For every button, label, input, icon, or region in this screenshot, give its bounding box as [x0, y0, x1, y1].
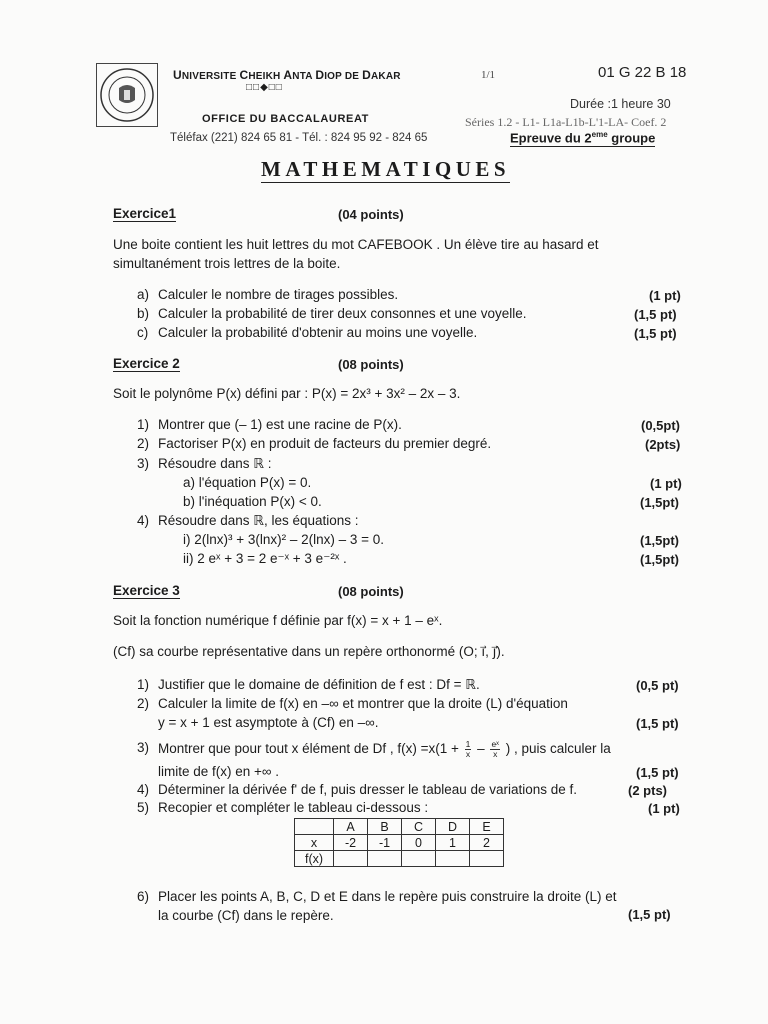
- exercise3-q5-text: Recopier et compléter le tableau ci-dessous :: [158, 800, 429, 815]
- exercise3-intro2: (Cf) sa courbe représentative dans un repère orthonormé (O; i⃗, j⃗).: [113, 644, 505, 659]
- exercise2-q2-text: Factoriser P(x) en produit de facteurs du premier degré.: [158, 436, 492, 451]
- exercise3-q1-label: 1): [137, 677, 150, 692]
- table-cell: -1: [368, 835, 402, 851]
- table-cell: [402, 851, 436, 867]
- glyph-line: □□◆□□: [246, 82, 283, 93]
- exercise2-q3a-points: (1 pt): [650, 476, 682, 491]
- table-cell: [368, 851, 402, 867]
- exercise3-q6-label: 6): [137, 889, 150, 904]
- exercise3-q6-line1: Placer les points A, B, C, D et E dans le repère puis construire la droite (L) et: [158, 889, 617, 904]
- exercise3-q4-text: Déterminer la dérivée f' de f, puis dresser le tableau de variations de f.: [158, 782, 578, 797]
- exercise3-q1-text: Justifier que le domaine de définition de f est : Df = ℝ.: [158, 677, 480, 692]
- exercise3-q4-points: (2 pts): [628, 783, 667, 798]
- exercise1-q-text: Calculer la probabilité de tirer deux consonnes et une voyelle.: [158, 306, 527, 321]
- exercise2-q3b-points: (1,5pt): [640, 495, 679, 510]
- exercise2-title: Exercice 2: [113, 356, 180, 371]
- exercise3-q5-label: 5): [137, 800, 150, 815]
- table-cell: B: [368, 819, 402, 835]
- table-header-row: [295, 819, 504, 835]
- university-name: UNIVERSITE CHEIKH ANTA DIOP DE DAKAR: [173, 68, 401, 82]
- table-cell: [436, 851, 470, 867]
- table-cell: [334, 851, 368, 867]
- table-cell: x: [295, 835, 334, 851]
- exercise2-q2-label: 2): [137, 436, 150, 451]
- exercise3-q2-line1: Calculer la limite de f(x) en –∞ et montrer que la droite (L) d'équation: [158, 696, 568, 711]
- exercise2-intro: Soit le polynôme P(x) défini par : P(x) = 2x³ + 3x² – 2x – 3.: [113, 386, 461, 401]
- table-cell: D: [436, 819, 470, 835]
- table-row-fx: [295, 851, 504, 867]
- table-cell: 2: [470, 835, 504, 851]
- exercise3-points: (08 points): [338, 584, 404, 599]
- table-row-x: [295, 835, 504, 851]
- table-cell: C: [402, 819, 436, 835]
- exercise2-q3-label: 3): [137, 456, 150, 471]
- exercise1-q-points: (1 pt): [649, 288, 681, 303]
- exercise1-q-points: (1,5 pt): [634, 326, 677, 341]
- exercise2-q1-points: (0,5pt): [641, 418, 680, 433]
- exercise2-q4-label: 4): [137, 513, 150, 528]
- exercise3-q3-label: 3): [137, 740, 150, 755]
- exercise3-q3-line1: Montrer que pour tout x élément de Df , f(x) =x(1 + $\frac{1}{x}$ – $\frac{\text{eˣ}}{x}$ ) , puis calculer la: [158, 739, 611, 759]
- page-number: 1/1: [481, 69, 496, 81]
- exercise3-title: Exercice 3: [113, 583, 180, 598]
- table-cell: 1: [436, 835, 470, 851]
- exercise1-q-label: a): [137, 287, 150, 302]
- table-cell: E: [470, 819, 504, 835]
- exercise2-q3a-text: a) l'équation P(x) = 0.: [183, 475, 312, 490]
- exercise2-q4ii-text: ii) 2 eˣ + 3 = 2 e⁻ˣ + 3 e⁻²ˣ .: [183, 551, 347, 566]
- exercise2-q4-text: Résoudre dans ℝ, les équations :: [158, 513, 359, 528]
- office-name: OFFICE DU BACCALAUREAT: [202, 113, 369, 125]
- exercise1-q-text: Calculer la probabilité d'obtenir au moins une voyelle.: [158, 325, 478, 340]
- exercise3-q2-label: 2): [137, 696, 150, 711]
- series-line: Séries 1.2 - L1- L1a-L1b-L'1-LA- Coef. 2: [465, 115, 667, 129]
- exercise1-q-label: c): [137, 325, 149, 340]
- exercise3-q2-points: (1,5 pt): [636, 716, 679, 731]
- table-cell: [470, 851, 504, 867]
- exercise2-q3-text: Résoudre dans ℝ :: [158, 456, 272, 471]
- exam-code: 01 G 22 B 18: [598, 64, 687, 81]
- exercise2-q4i-points: (1,5pt): [640, 533, 679, 548]
- exercise3-q2-line2: y = x + 1 est asymptote à (Cf) en –∞.: [158, 715, 379, 730]
- exercise2-points: (08 points): [338, 357, 404, 372]
- exercise3-q5-points: (1 pt): [648, 801, 680, 816]
- university-logo: [96, 63, 158, 127]
- table-cell: f(x): [295, 851, 334, 867]
- exercise2-q3b-text: b) l'inéquation P(x) < 0.: [183, 494, 322, 509]
- page-title: MATHEMATIQUES: [261, 157, 511, 181]
- exercise1-title: Exercice1: [113, 206, 177, 221]
- exercise3-q3-line2: limite de f(x) en +∞ .: [158, 764, 280, 779]
- exercise1-points: (04 points): [338, 207, 404, 222]
- fraction-ex-over-x: $\frac{\text{eˣ}}{x}$: [491, 739, 499, 759]
- table-cell: -2: [334, 835, 368, 851]
- table-cell: 0: [402, 835, 436, 851]
- exercise3-q4-label: 4): [137, 782, 150, 797]
- fraction-one-over-x: $\frac{1}{x}$: [465, 739, 471, 759]
- exercise2-q1-label: 1): [137, 417, 150, 432]
- values-table: [294, 818, 504, 867]
- exercise2-q4ii-points: (1,5pt): [640, 552, 679, 567]
- exercise2-q2-points: (2pts): [645, 437, 681, 452]
- exercise2-q4i-text: i) 2(lnx)³ + 3(lnx)² – 2(lnx) – 3 = 0.: [183, 532, 385, 547]
- epreuve-line: Epreuve du 2eme groupe: [510, 130, 656, 146]
- exercise3-q1-points: (0,5 pt): [636, 678, 679, 693]
- exercise1-intro-line2: simultanément trois lettres de la boite.: [113, 256, 341, 271]
- exercise1-intro-line1: Une boite contient les huit lettres du mot CAFEBOOK . Un élève tire au hasard et: [113, 237, 599, 252]
- exercise3-q6-points: (1,5 pt): [628, 907, 671, 922]
- table-cell: [295, 819, 334, 835]
- exercise1-q-text: Calculer le nombre de tirages possibles.: [158, 287, 399, 302]
- exercise3-q6-line2: la courbe (Cf) dans le repère.: [158, 908, 334, 923]
- exercise2-q1-text: Montrer que (– 1) est une racine de P(x).: [158, 417, 402, 432]
- exercise1-q-label: b): [137, 306, 150, 321]
- exercise3-q3-points: (1,5 pt): [636, 765, 679, 780]
- duration: Durée :1 heure 30: [570, 97, 671, 111]
- table-cell: A: [334, 819, 368, 835]
- exercise1-q-points: (1,5 pt): [634, 307, 677, 322]
- contact-line: Téléfax (221) 824 65 81 - Tél. : 824 95 92 - 824 65: [170, 132, 428, 144]
- exercise3-intro1: Soit la fonction numérique f définie par f(x) = x + 1 – eˣ.: [113, 613, 443, 628]
